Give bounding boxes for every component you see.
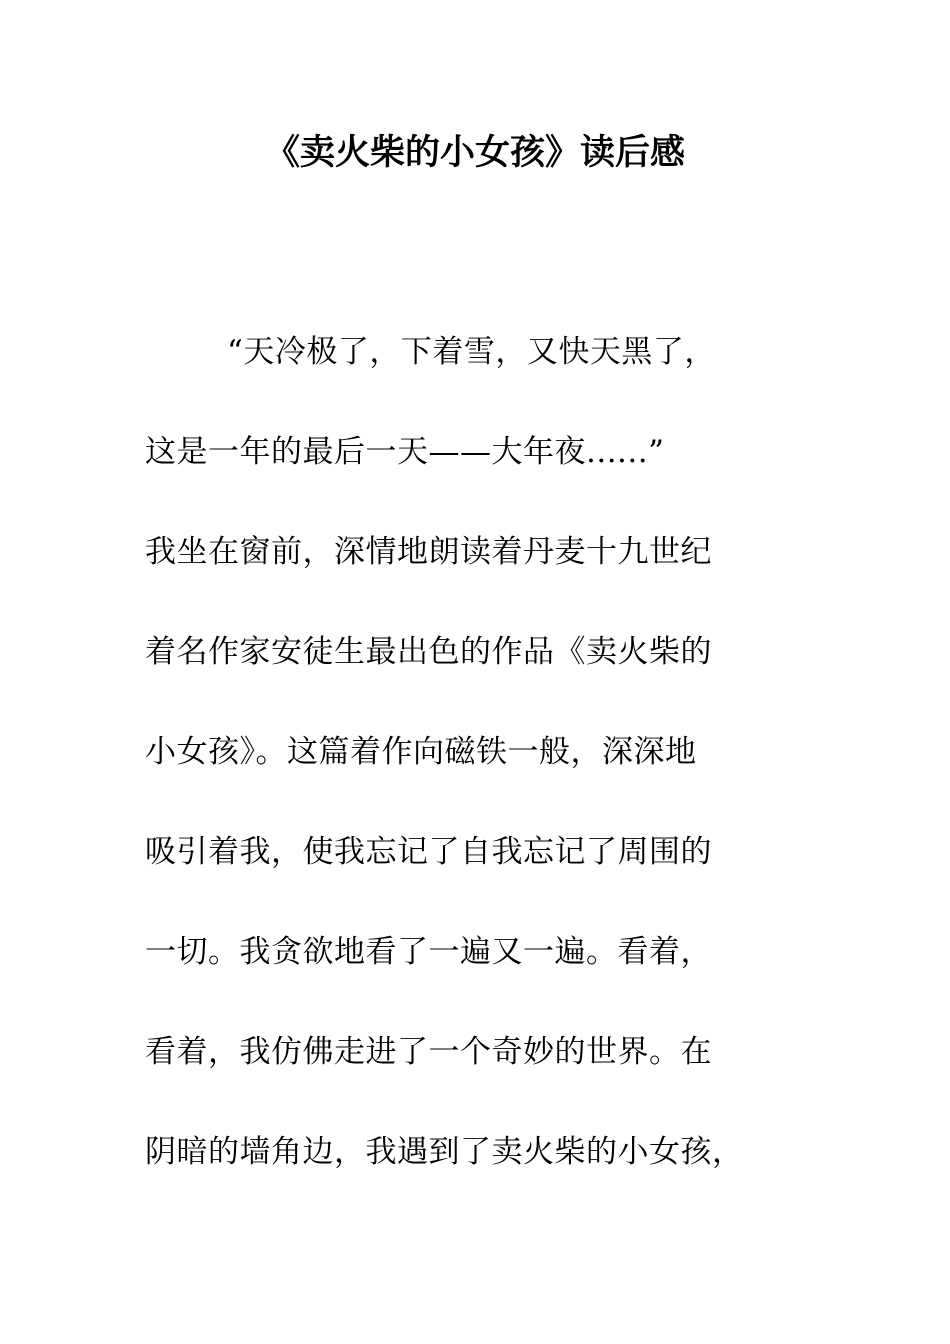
document-body: [145, 302, 805, 1202]
paragraph-line: 吸引着我，使我忘记了自我忘记了周围的: [145, 834, 712, 870]
paragraph-line: 我坐在窗前，深情地朗读着丹麦十九世纪: [145, 534, 712, 570]
paragraph-line: 着名作家安徒生最出色的作品《卖火柴的: [145, 634, 712, 670]
paragraph-line: 看着，我仿佛走进了一个奇妙的世界。在: [145, 1034, 712, 1070]
paragraph-line: 阴暗的墙角边，我遇到了卖火柴的小女孩，: [145, 1134, 744, 1170]
paragraph-line: “天冷极了，下着雪，又快天黑了，: [227, 334, 716, 370]
paragraph-line: 这是一年的最后一天——大年夜......”: [145, 434, 665, 470]
paragraph-line: 一切。我贪欲地看了一遍又一遍。看着，: [145, 934, 712, 970]
paragraph-line: 小女孩》。这篇着作向磁铁一般，深深地: [145, 734, 697, 770]
document-title: 《卖火柴的小女孩》读后感: [264, 132, 685, 173]
